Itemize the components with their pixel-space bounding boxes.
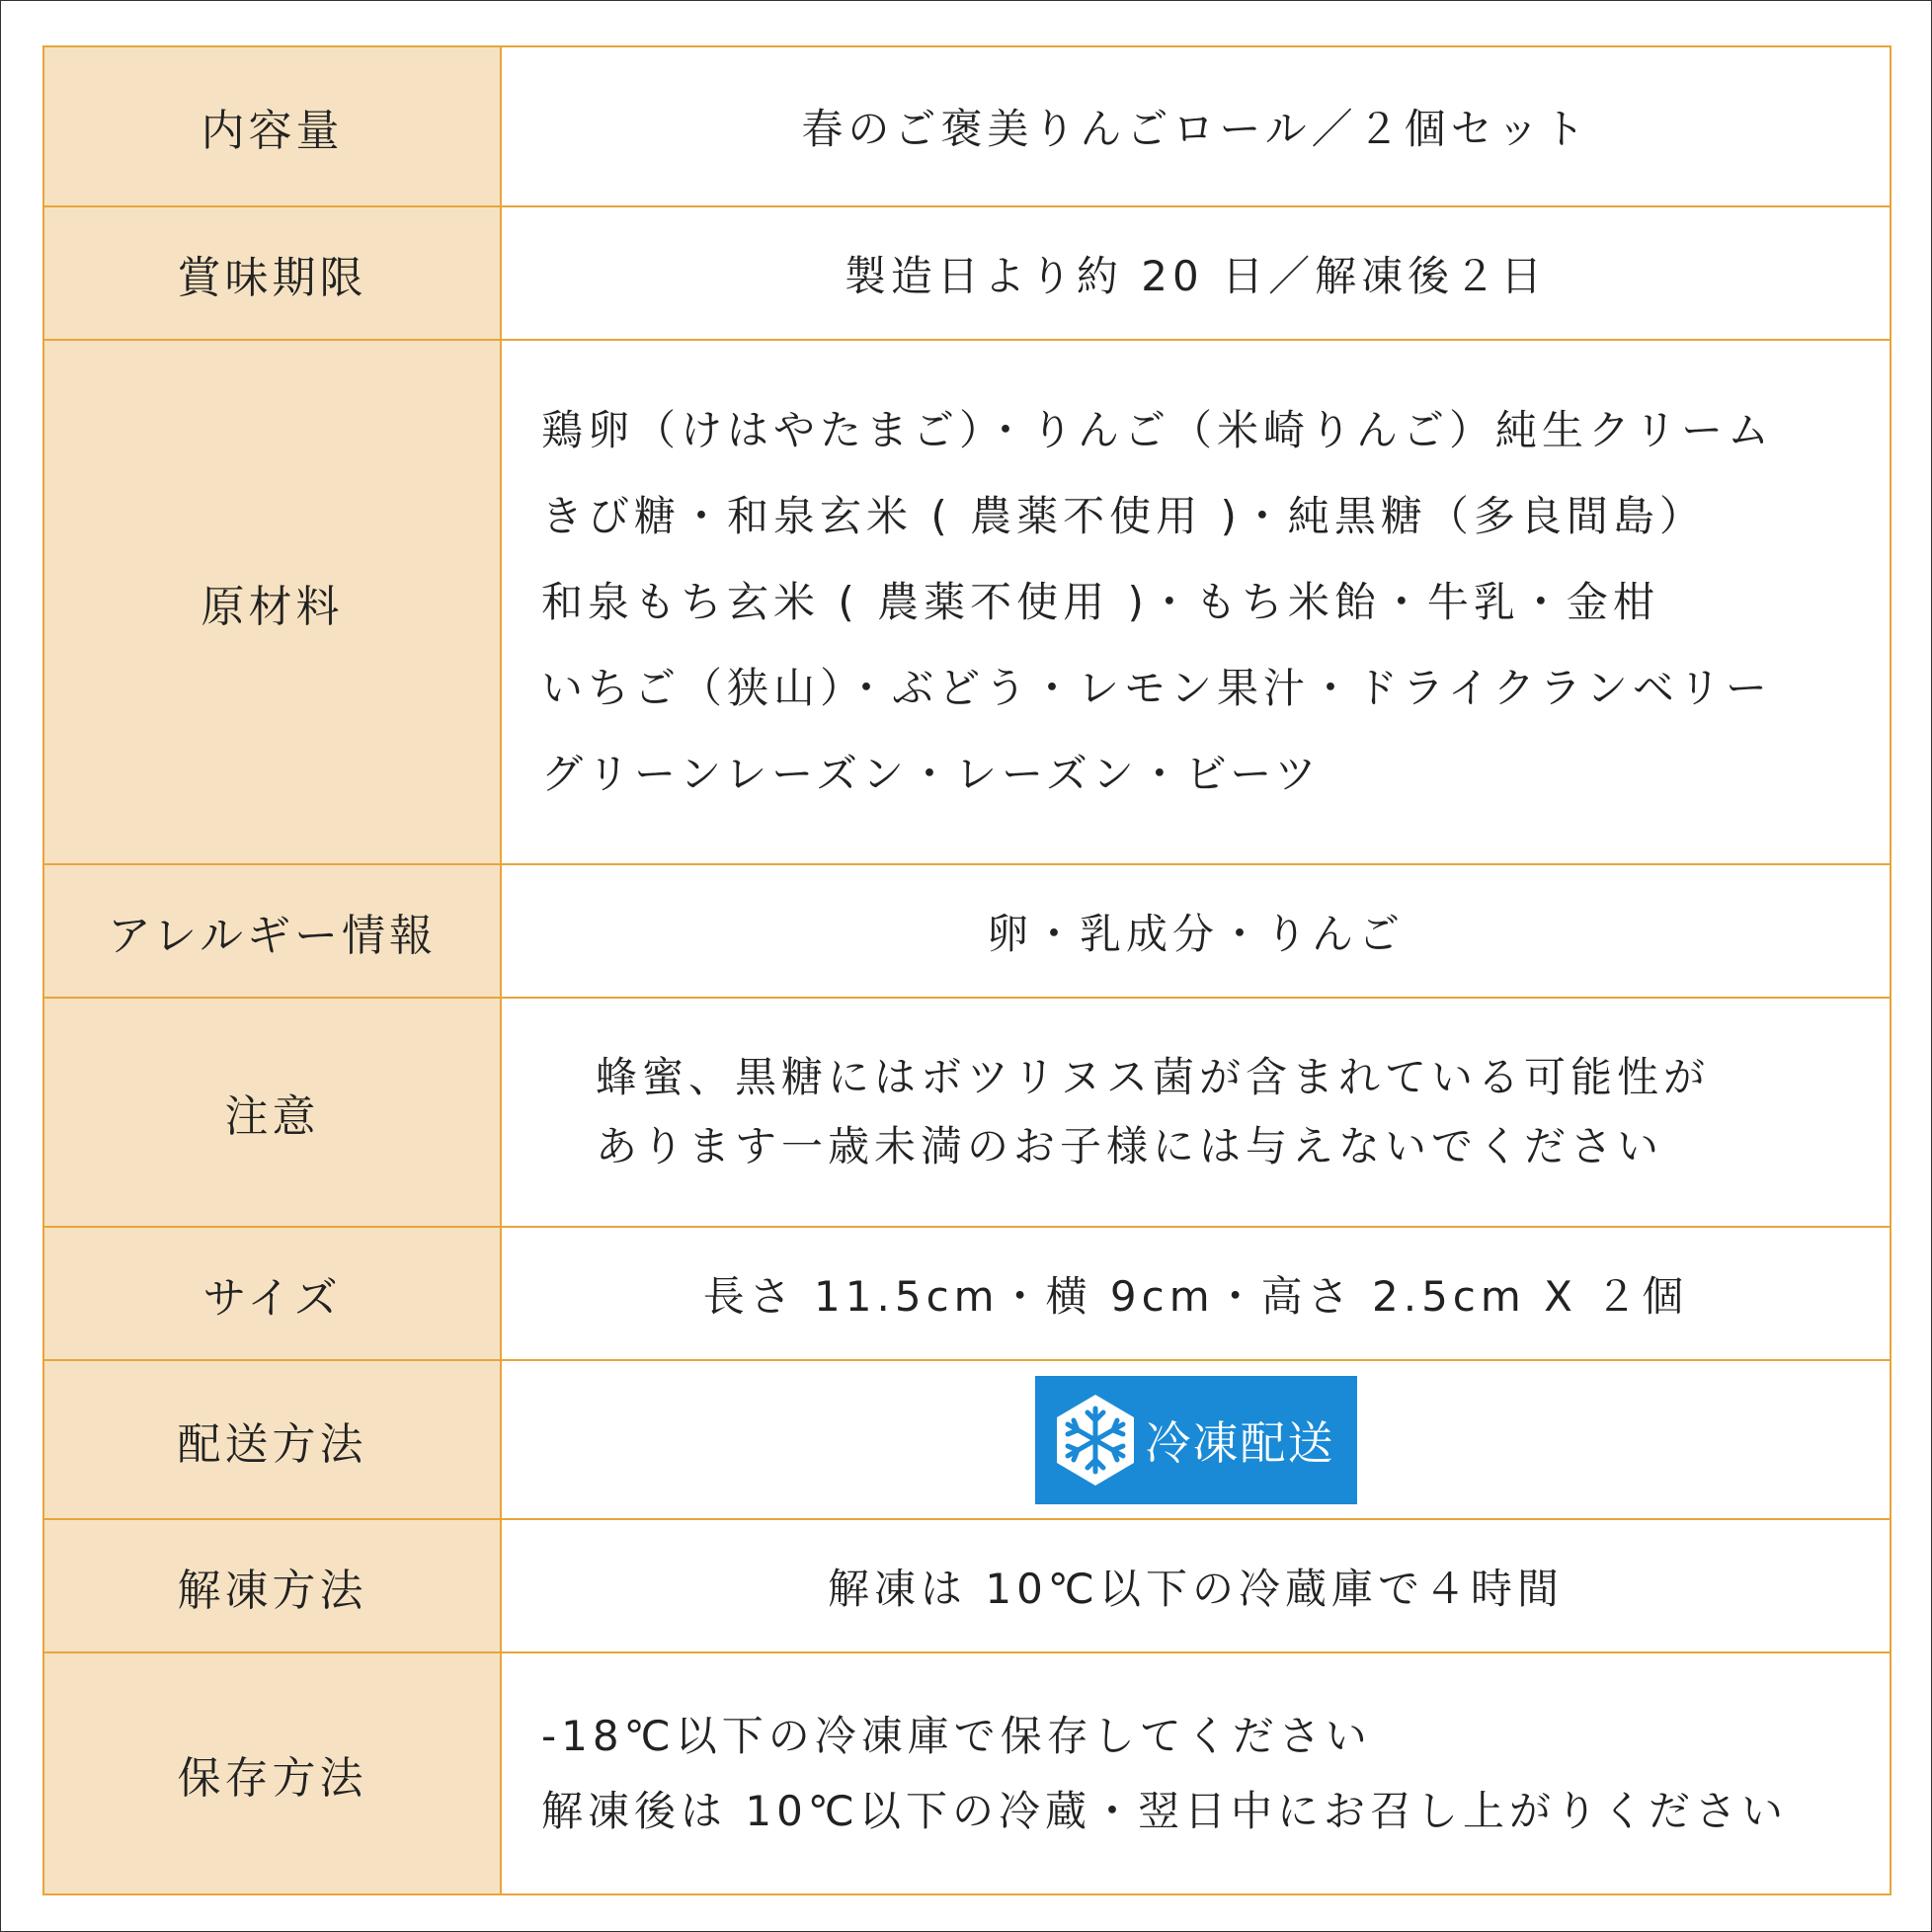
label-caution: 注意 [43, 998, 501, 1227]
table-row [43, 206, 1891, 340]
value-contents [501, 46, 1891, 206]
table-row [43, 1652, 1891, 1894]
badge-label: 冷凍配送 [1145, 1415, 1335, 1470]
value-thawing [501, 1519, 1891, 1652]
label-size: サイズ [43, 1227, 501, 1360]
ingredient-line: きび糖・和泉玄米 ( 農薬不使用 )・純黒糖（多良間島） [541, 492, 1706, 540]
storage-line: -18℃以下の冷凍庫で保存してください [541, 1711, 1372, 1760]
product-spec-table [42, 45, 1892, 1895]
ingredient-line: 鶏卵（けはやたまご）・りんご（米崎りんご）純生クリーム [541, 406, 1775, 454]
ingredient-line: グリーンレーズン・レーズン・ビーツ [541, 750, 1322, 798]
table-row [43, 46, 1891, 206]
table-row [43, 1360, 1891, 1519]
caution-line: あります一歳未満のお子様には与えないでください [596, 1122, 1664, 1170]
caution-line: 蜂蜜、黒糖にはボツリヌス菌が含まれている可能性が [596, 1053, 1711, 1101]
value-line: 長さ 11.5cm・横 9cm・高さ 2.5cm X ２個 [702, 1271, 1689, 1321]
table-row [43, 1227, 1891, 1360]
ingredient-line: いちご（狭山）・ぶどう・レモン果汁・ドライクランベリー [541, 664, 1772, 712]
label-allergy: アレルギー情報 [43, 864, 501, 998]
label-best-before: 賞味期限 [43, 206, 501, 340]
table-row [43, 1519, 1891, 1652]
value-caution [501, 998, 1891, 1227]
value-line: 製造日より約 20 日／解凍後２日 [844, 251, 1548, 300]
value-line: 卵・乳成分・りんご [986, 909, 1405, 958]
label-ingredients: 原材料 [43, 340, 501, 864]
storage-line: 解凍後は 10℃以下の冷蔵・翌日中にお召し上がりください [541, 1786, 1788, 1835]
label-thawing: 解凍方法 [43, 1519, 501, 1652]
value-size [501, 1227, 1891, 1360]
ingredient-line: 和泉もち玄米 ( 農薬不使用 )・もち米飴・牛乳・金柑 [541, 578, 1659, 626]
value-ingredients [501, 340, 1891, 864]
table-row [43, 340, 1891, 864]
value-line: 春のご褒美りんごロール／２個セット [801, 105, 1590, 153]
label-contents: 内容量 [43, 46, 501, 206]
table-row [43, 864, 1891, 998]
value-line: 解凍は 10℃以下の冷蔵庫で４時間 [828, 1564, 1564, 1613]
value-storage [501, 1652, 1891, 1894]
table-row [43, 998, 1891, 1227]
value-best-before [501, 206, 1891, 340]
value-allergy [501, 864, 1891, 998]
value-delivery [501, 1360, 1891, 1519]
frozen-delivery-badge [1035, 1376, 1357, 1504]
label-storage: 保存方法 [43, 1652, 501, 1894]
label-delivery: 配送方法 [43, 1360, 501, 1519]
snowflake-icon [1051, 1391, 1140, 1489]
